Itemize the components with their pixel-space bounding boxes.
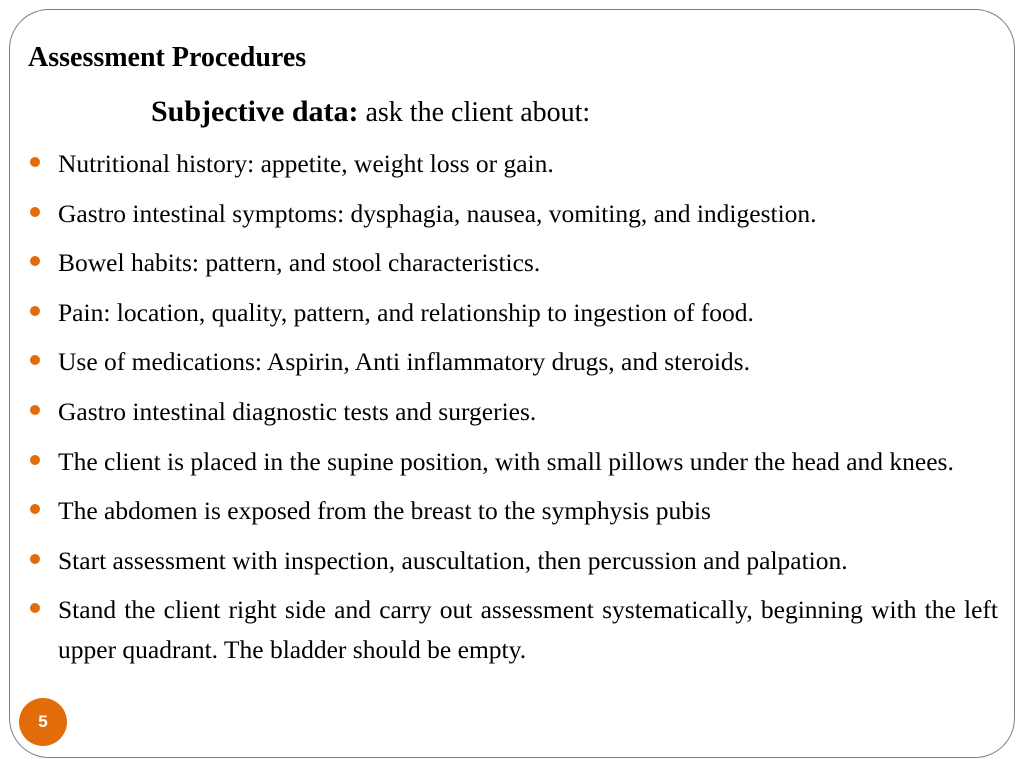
bullet-item <box>28 144 998 184</box>
bullet-text: The abdomen is exposed from the breast to the symphysis pubis <box>58 496 711 526</box>
bullet-dot-icon <box>30 207 40 217</box>
bullet-text: Nutritional history: appetite, weight loss or gain. <box>58 149 554 178</box>
bullet-text: Use of medications: Aspirin, Anti inflammatory drugs, and steroids. <box>58 347 750 377</box>
bullet-dot-icon <box>30 455 40 465</box>
page-number-badge: 5 <box>19 698 67 746</box>
bullet-dot-icon <box>30 256 40 266</box>
bullet-item <box>28 541 998 581</box>
bullet-item <box>28 590 998 670</box>
subtitle-text: ask the client about: <box>365 97 591 128</box>
bullet-text: Pain: location, quality, pattern, and relationship to ingestion of food. <box>58 297 754 327</box>
bullet-dot-icon <box>30 504 40 514</box>
bullet-item <box>28 491 998 531</box>
bullet-item <box>28 243 998 283</box>
bullet-item <box>28 442 998 482</box>
bullet-text: Stand the client right side and carry out assessment systematically, beginning with the left upper quadrant. The bladder should be empty. <box>58 595 998 665</box>
subtitle-label: Subjective data: <box>151 95 359 128</box>
bullet-text: Gastro intestinal diagnostic tests and surgeries. <box>58 396 537 426</box>
bullet-text: Gastro intestinal symptoms: dysphagia, nausea, vomiting, and indigestion. <box>58 198 817 228</box>
bullet-dot-icon <box>30 355 40 365</box>
bullet-dot-icon <box>30 554 40 564</box>
bullet-text: Start assessment with inspection, auscultation, then percussion and palpation. <box>58 545 848 575</box>
bullet-text: The client is placed in the supine position, with small pillows under the head and knees. <box>58 446 954 476</box>
bullet-dot-icon <box>30 603 40 613</box>
bullet-item <box>28 293 998 333</box>
bullet-dot-icon <box>30 157 40 167</box>
bullet-item <box>28 342 998 382</box>
slide-title: Assessment Procedures <box>28 42 307 73</box>
bullet-dot-icon <box>30 405 40 415</box>
bullet-dot-icon <box>30 306 40 316</box>
bullet-text: Bowel habits: pattern, and stool characteristics. <box>58 248 541 278</box>
subtitle <box>151 93 590 132</box>
bullet-item <box>28 392 998 432</box>
bullet-list <box>28 144 998 680</box>
bullet-item <box>28 194 998 234</box>
